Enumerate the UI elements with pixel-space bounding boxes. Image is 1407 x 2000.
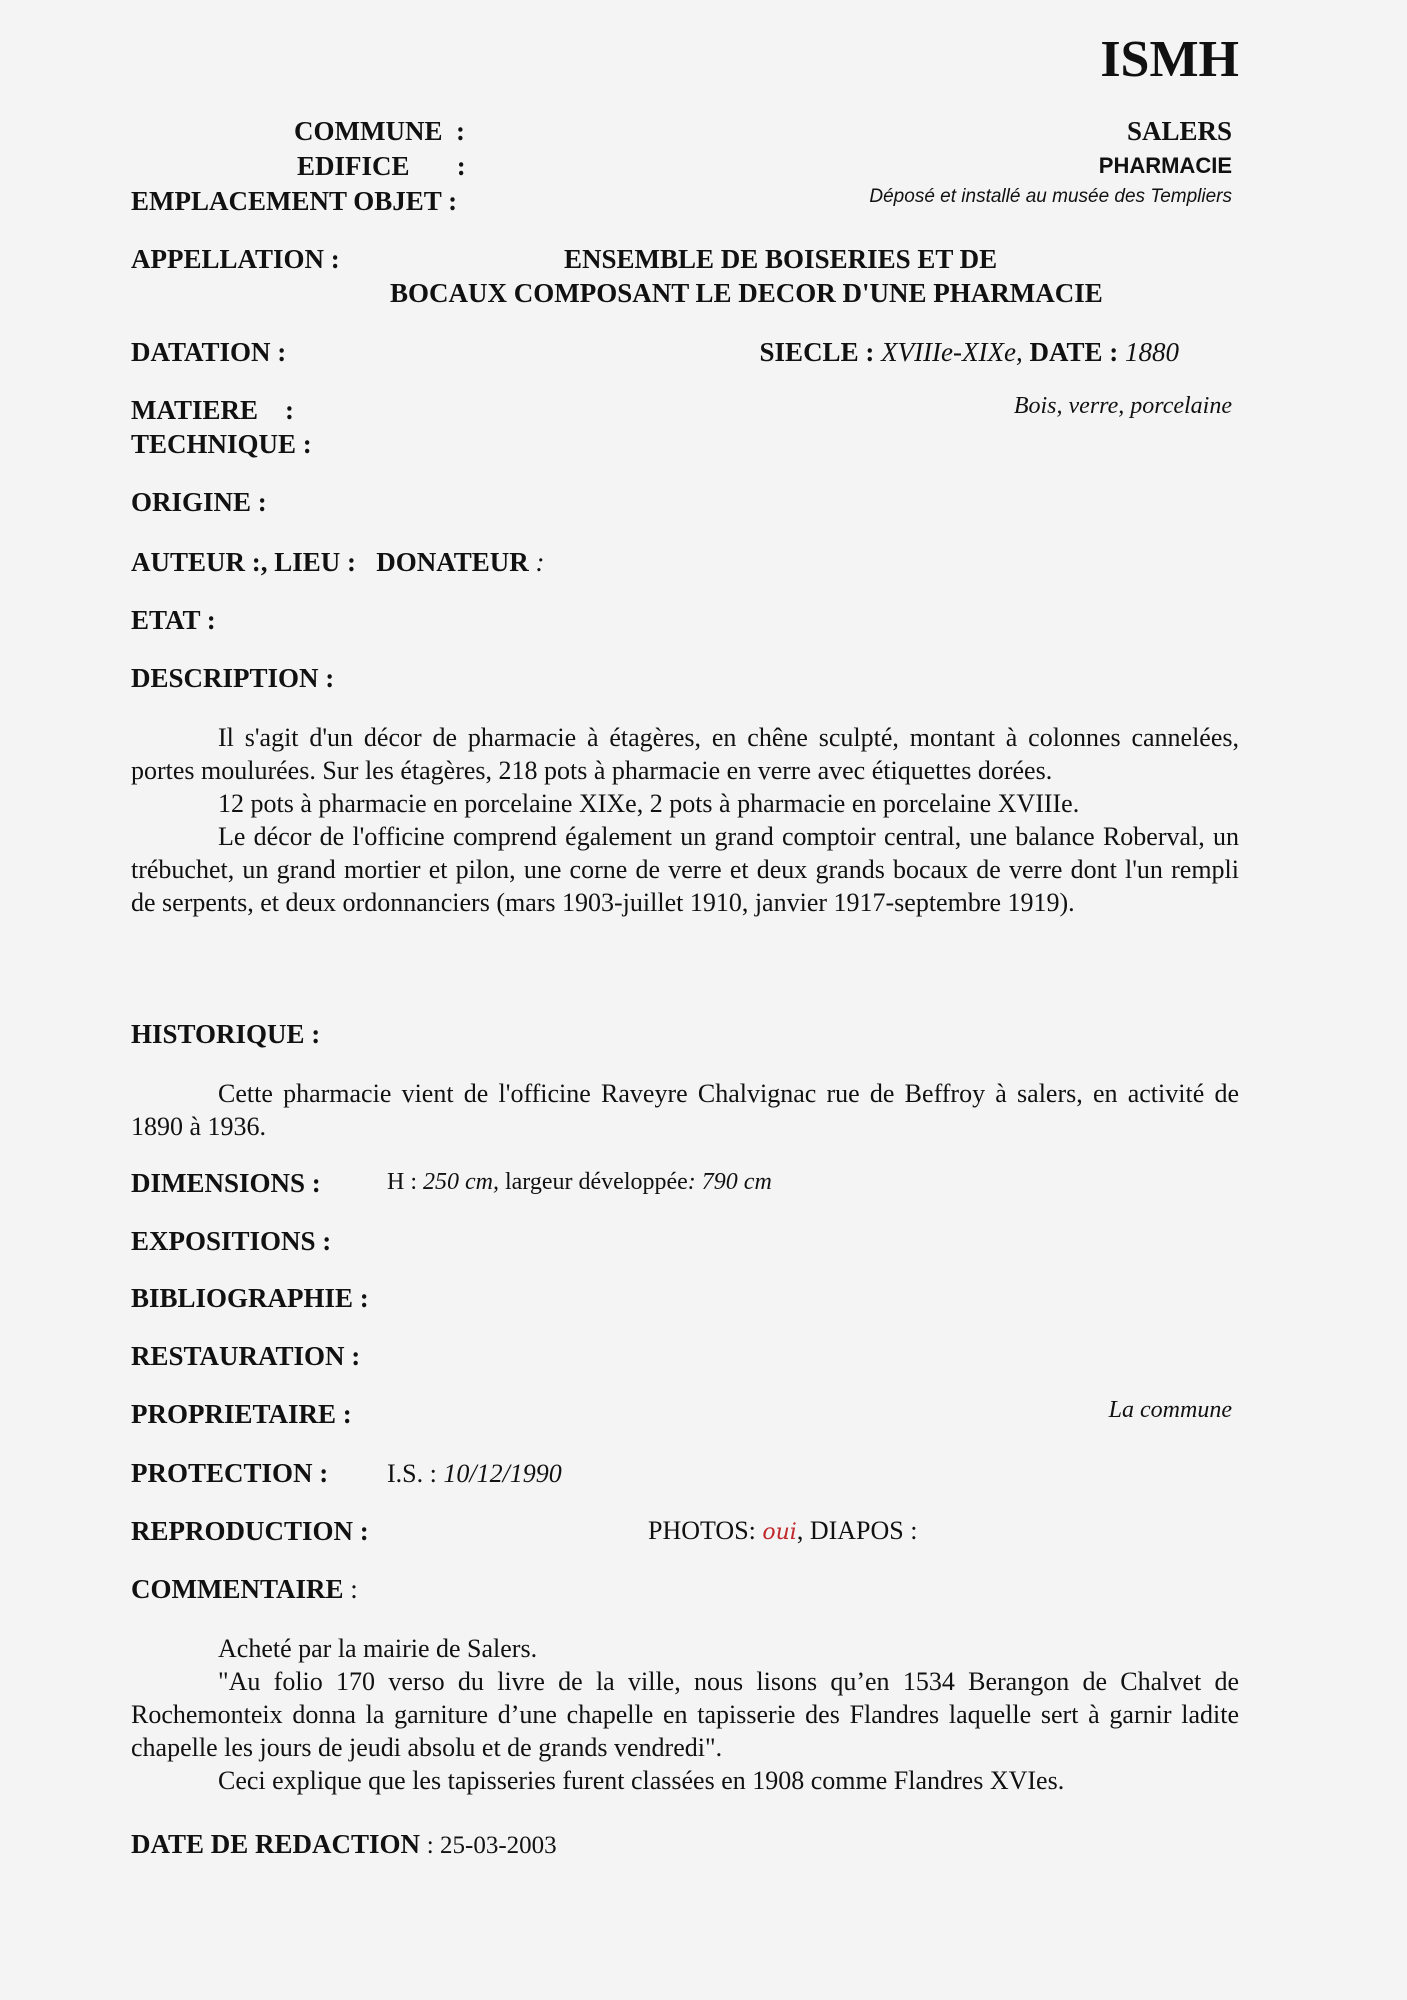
description-text <box>131 721 1239 919</box>
historique-label: HISTORIQUE : <box>131 1019 321 1049</box>
commentaire-paragraph: "Au folio 170 verso du livre de la ville, nous lisons qu’en 1534 Berangon de Chalvet de Rochemonteix donna la garniture d’une chapelle en tapisserie des Flandres laquelle sert à garnir ladite chapelle les jours de jeudi absolu et de grands vendredi". <box>131 1667 1239 1762</box>
commune-label: COMMUNE : <box>294 116 465 146</box>
proprietaire-label: PROPRIETAIRE : <box>131 1399 352 1429</box>
expositions-label: EXPOSITIONS : <box>131 1226 332 1256</box>
commentaire-text <box>131 1632 1239 1797</box>
description-paragraph: Le décor de l'officine comprend également un grand comptoir central, une balance Roberval, un trébuchet, un grand mortier et pilon, une corne de verre et deux grands bocaux de verre dont l'un rempli de serpents, et deux ordonnanciers (mars 1903-juillet 1910, janvier 1917-septembre 1919). <box>131 822 1239 917</box>
commune-value: SALERS <box>1126 116 1232 146</box>
matiere-label: MATIERE : <box>131 395 295 425</box>
description-label: DESCRIPTION : <box>131 663 335 693</box>
date-redaction-value: : 25-03-2003 <box>426 1832 557 1859</box>
historique-text <box>131 1077 1239 1143</box>
reproduction-value <box>648 1516 917 1546</box>
dimensions-value: H : 250 cm, largeur développée: 790 cm <box>387 1169 772 1195</box>
appellation-line2: BOCAUX COMPOSANT LE DECOR D'UNE PHARMACIE <box>390 278 1103 308</box>
date-redaction-label: DATE DE REDACTION <box>131 1829 421 1859</box>
restauration-label: RESTAURATION : <box>131 1341 361 1371</box>
proprietaire-value: La commune <box>1108 1397 1232 1423</box>
origine-label: ORIGINE : <box>131 487 267 517</box>
date-redaction <box>131 1829 557 1860</box>
description-paragraph: 12 pots à pharmacie en porcelaine XIXe, 2 pots à pharmacie en porcelaine XVIIIe. <box>218 789 1080 818</box>
technique-label: TECHNIQUE : <box>131 429 312 459</box>
siecle-value: XVIIIe-XIXe, <box>881 337 1023 367</box>
commentaire-paragraph: Acheté par la mairie de Salers. <box>218 1634 538 1663</box>
commentaire-paragraph: Ceci explique que les tapisseries furent classées en 1908 comme Flandres XVIes. <box>218 1766 1065 1795</box>
datation-label: DATATION : <box>131 337 287 367</box>
photos-label: PHOTOS: <box>648 1516 756 1545</box>
dimensions-label: DIMENSIONS : <box>131 1168 321 1198</box>
ismh-badge: ISMH <box>1100 31 1239 88</box>
etat-label: ETAT : <box>131 605 216 635</box>
datation-value <box>760 337 1179 368</box>
description-paragraph: Il s'agit d'un décor de pharmacie à étagères, en chêne sculpté, montant à colonnes cannelées, portes moulurées. Sur les étagères, 218 pots à pharmacie en verre avec étiquettes dorées. <box>131 723 1239 785</box>
photos-handwritten-value: oui <box>762 1520 797 1545</box>
date-value: 1880 <box>1125 337 1179 367</box>
matiere-value: Bois, verre, porcelaine <box>1013 393 1232 419</box>
reproduction-label: REPRODUCTION : <box>131 1516 369 1546</box>
commentaire-label: COMMENTAIRE : <box>131 1574 358 1604</box>
appellation-line1: ENSEMBLE DE BOISERIES ET DE <box>564 244 998 274</box>
edifice-label: EDIFICE : <box>297 151 466 181</box>
siecle-label: SIECLE : <box>759 337 875 367</box>
bibliographie-label: BIBLIOGRAPHIE : <box>131 1283 369 1313</box>
auteur-label: AUTEUR :, LIEU : DONATEUR : <box>131 547 545 577</box>
emplacement-value: Déposé et installé au musée des Templiers <box>869 186 1232 207</box>
emplacement-label: EMPLACEMENT OBJET : <box>131 186 458 216</box>
appellation-label: APPELLATION : <box>131 244 340 274</box>
historique-paragraph: Cette pharmacie vient de l'officine Raveyre Chalvignac rue de Beffroy à salers, en activité de 1890 à 1936. <box>131 1079 1239 1141</box>
protection-label: PROTECTION : <box>131 1458 329 1488</box>
protection-value: I.S. : 10/12/1990 <box>387 1459 562 1488</box>
edifice-value: PHARMACIE <box>1098 153 1232 178</box>
date-label: DATE : <box>1029 337 1119 367</box>
diapos-label: , DIAPOS : <box>796 1516 918 1545</box>
